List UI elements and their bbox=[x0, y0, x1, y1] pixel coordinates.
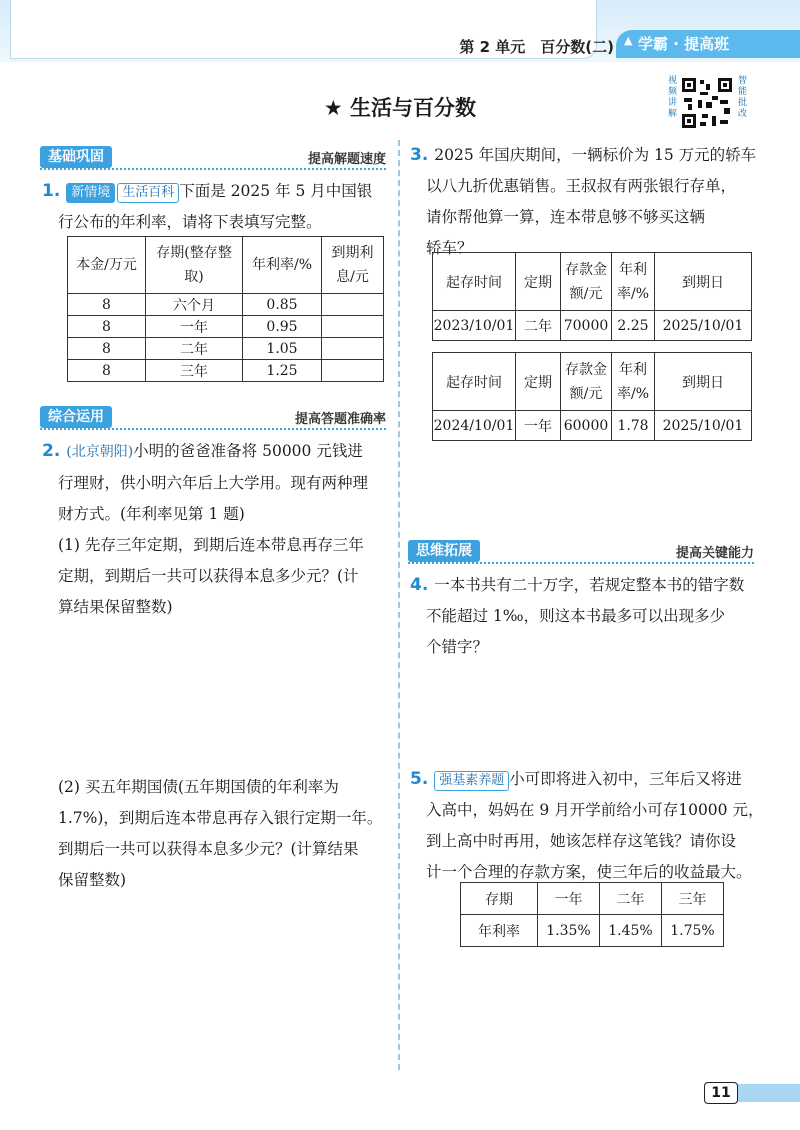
deposit-slip-1 bbox=[432, 252, 752, 341]
qr-code-block[interactable] bbox=[668, 76, 748, 130]
answer-cell[interactable] bbox=[322, 360, 384, 382]
question-text: 小可即将进入初中，三年后又将进 bbox=[509, 770, 742, 788]
table-cell: 2025/10/01 bbox=[655, 311, 752, 341]
question-text: 计一个合理的存款方案，使三年后的收益最大。 bbox=[426, 863, 752, 881]
table-row bbox=[461, 915, 724, 947]
section-apply-tag: 综合运用 bbox=[40, 406, 112, 428]
page-number: 11 bbox=[704, 1082, 738, 1104]
table-cell: 2023/10/01 bbox=[433, 311, 516, 341]
region-tag: 北京朝阳 bbox=[71, 444, 128, 460]
brand-label: 学霸 · 提高班 bbox=[616, 30, 800, 58]
graduation-cap-icon: ▲ bbox=[624, 34, 633, 47]
table-cell: 二年 bbox=[146, 338, 243, 360]
table-cell: 1.45% bbox=[600, 915, 662, 947]
table-cell: 8 bbox=[68, 294, 146, 316]
section-apply bbox=[40, 406, 386, 430]
table-cell: 2.25 bbox=[612, 311, 655, 341]
table-header: 起存时间 bbox=[433, 253, 516, 311]
answer-area-4[interactable] bbox=[410, 664, 770, 760]
table-cell: 8 bbox=[68, 360, 146, 382]
table-row bbox=[68, 338, 384, 360]
table-row bbox=[68, 360, 384, 382]
section-think-tag: 思维拓展 bbox=[408, 540, 480, 562]
tag-life-encyclopedia: 生活百科 bbox=[117, 183, 179, 203]
page-number-bar bbox=[736, 1084, 800, 1102]
question-part-2: 保留整数) bbox=[58, 871, 127, 889]
table-cell: 2025/10/01 bbox=[655, 411, 752, 441]
table-header: 三年 bbox=[662, 883, 724, 915]
question-text: 入高中，妈妈在 9 月开学前给小可存10000 元， bbox=[426, 801, 764, 819]
answer-cell[interactable] bbox=[322, 316, 384, 338]
table-header: 年利率/% bbox=[612, 353, 655, 411]
answer-cell[interactable] bbox=[322, 338, 384, 360]
question-number: 1 bbox=[42, 181, 54, 201]
table-cell: 1.75% bbox=[662, 915, 724, 947]
question-text: 请你帮他算一算，连本带息够不够买这辆 bbox=[426, 208, 706, 226]
question-3: 3. 2025 年国庆期间，一辆标价为 15 万元的轿车 以八九折优惠销售。王叔叔有两张银行存单， 请你帮他算一算，连本带息够不够买这辆 轿车？ bbox=[410, 140, 770, 264]
table-cell: 1.78 bbox=[612, 411, 655, 441]
table-cell: 70000 bbox=[561, 311, 612, 341]
table-row bbox=[433, 311, 752, 341]
question-text: 一本书共有二十万字，若规定整本书的错字数 bbox=[434, 576, 745, 594]
table-header: 年利率/% bbox=[612, 253, 655, 311]
table-header: 存款金额/元 bbox=[561, 253, 612, 311]
question-4: 4. 一本书共有二十万字，若规定整本书的错字数 不能超过 1‰，则这本书最多可以出现多少 个错字？ bbox=[410, 570, 770, 663]
table-header: 存期 bbox=[461, 883, 538, 915]
question-text: 财方式。(年利率见第 1 题) bbox=[58, 505, 245, 523]
section-think-subtitle: 提高关键能力 bbox=[675, 546, 754, 561]
table-cell: 1.05 bbox=[243, 338, 322, 360]
tag-strong-foundation: 强基素养题 bbox=[434, 771, 509, 791]
question-text: 以八九折优惠销售。王叔叔有两张银行存单， bbox=[426, 177, 737, 195]
table-header: 一年 bbox=[538, 883, 600, 915]
section-think bbox=[408, 540, 754, 564]
question-text: 小明的爸爸准备将 50000 元钱进 bbox=[133, 442, 363, 460]
answer-area-5[interactable] bbox=[410, 960, 770, 1060]
column-divider bbox=[398, 140, 400, 1070]
table-header: 到期利息/元 bbox=[322, 237, 384, 294]
interest-table bbox=[67, 236, 384, 382]
question-text: 行公布的年利率，请将下表填写完整。 bbox=[58, 213, 322, 231]
question-text: 下面是 2025 年 5 月中国银 bbox=[179, 182, 373, 200]
table-header: 到期日 bbox=[655, 253, 752, 311]
question-text: 轿车？ bbox=[426, 239, 473, 257]
table-cell: 六个月 bbox=[146, 294, 243, 316]
unit-title: 第 2 单元 百分数(二) bbox=[459, 38, 614, 56]
table-header: 本金/万元 bbox=[68, 237, 146, 294]
qr-right-label: 智能批改 bbox=[738, 76, 748, 119]
question-text: 不能超过 1‰，则这本书最多可以出现多少 bbox=[426, 607, 726, 625]
table-header: 到期日 bbox=[655, 353, 752, 411]
table-cell: 2024/10/01 bbox=[433, 411, 516, 441]
table-header: 二年 bbox=[600, 883, 662, 915]
question-number: 5 bbox=[410, 769, 422, 789]
question-text: 2025 年国庆期间，一辆标价为 15 万元的轿车 bbox=[434, 146, 757, 164]
question-text: 行理财，供小明六年后上大学用。现有两种理 bbox=[58, 474, 369, 492]
table-header: 存期(整存整取) bbox=[146, 237, 243, 294]
deposit-slip-2 bbox=[432, 352, 752, 441]
section-basic bbox=[40, 146, 386, 170]
question-1: 1. 新情境 生活百科 下面是 2025 年 5 月中国银 行公布的年利率，请将下表填写完整。 bbox=[42, 176, 392, 238]
answer-cell[interactable] bbox=[322, 294, 384, 316]
table-cell: 1.25 bbox=[243, 360, 322, 382]
question-number: 3 bbox=[410, 145, 422, 165]
question-part-2: 到期后一共可以获得本息多少元？(计算结果 bbox=[58, 840, 359, 858]
table-header: 存款金额/元 bbox=[561, 353, 612, 411]
table-header: 定期 bbox=[516, 253, 561, 311]
table-header: 定期 bbox=[516, 353, 561, 411]
table-header: 年利率/% bbox=[243, 237, 322, 294]
question-2: 2. (北京朝阳)小明的爸爸准备将 50000 元钱进 行理财，供小明六年后上大学用。现有两种理 财方式。(年利率见第 1 题) (1) 先存三年定期，到期后连本带息再存三年 定期，到期后一共可以获得本息多少元？(计 算结果保留整数) bbox=[42, 436, 394, 623]
table-cell: 8 bbox=[68, 316, 146, 338]
page-title: ★ 生活与百分数 bbox=[323, 96, 477, 120]
table-cell: 60000 bbox=[561, 411, 612, 441]
question-part-1: 定期，到期后一共可以获得本息多少元？(计 bbox=[58, 567, 359, 585]
question-5: 5. 强基素养题 小可即将进入初中，三年后又将进 入高中，妈妈在 9 月开学前给小可存10000 元， 到上高中时再用，她该怎样存这笔钱？请你设 计一个合理的存款方案，使三年后的收益最大。 bbox=[410, 764, 780, 888]
answer-area-3[interactable] bbox=[410, 448, 770, 534]
question-part-2: 1.7%)，到期后连本带息再存入银行定期一年。 bbox=[58, 809, 383, 827]
question-text: 到上高中时再用，她该怎样存这笔钱？请你设 bbox=[426, 832, 737, 850]
question-part-1: 算结果保留整数) bbox=[58, 598, 173, 616]
table-cell: 一年 bbox=[516, 411, 561, 441]
table-cell: 1.35% bbox=[538, 915, 600, 947]
table-cell: 二年 bbox=[516, 311, 561, 341]
table-cell: 一年 bbox=[146, 316, 243, 338]
table-row bbox=[68, 316, 384, 338]
question-2-part-2 bbox=[58, 772, 394, 896]
question-number: 4 bbox=[410, 575, 422, 595]
tag-new-context: 新情境 bbox=[66, 183, 115, 203]
qr-left-label: 视频讲解 bbox=[668, 76, 678, 119]
table-cell: 三年 bbox=[146, 360, 243, 382]
question-number: 2 bbox=[42, 441, 54, 461]
table-cell: 年利率 bbox=[461, 915, 538, 947]
table-row bbox=[68, 294, 384, 316]
section-apply-subtitle: 提高答题准确率 bbox=[294, 412, 386, 427]
question-part-2: (2) 买五年期国债(五年期国债的年利率为 bbox=[58, 778, 339, 796]
question-part-1: (1) 先存三年定期，到期后连本带息再存三年 bbox=[58, 536, 364, 554]
section-basic-subtitle: 提高解题速度 bbox=[307, 152, 386, 167]
table-cell: 8 bbox=[68, 338, 146, 360]
qr-code-icon[interactable] bbox=[680, 76, 734, 130]
section-basic-tag: 基础巩固 bbox=[40, 146, 112, 168]
rate-table bbox=[460, 882, 724, 947]
table-row bbox=[433, 411, 752, 441]
question-text: 个错字？ bbox=[426, 638, 489, 656]
answer-area-2-1[interactable] bbox=[58, 610, 388, 760]
table-cell: 0.85 bbox=[243, 294, 322, 316]
table-header: 起存时间 bbox=[433, 353, 516, 411]
table-cell: 0.95 bbox=[243, 316, 322, 338]
answer-area-2-2[interactable] bbox=[58, 900, 388, 1060]
